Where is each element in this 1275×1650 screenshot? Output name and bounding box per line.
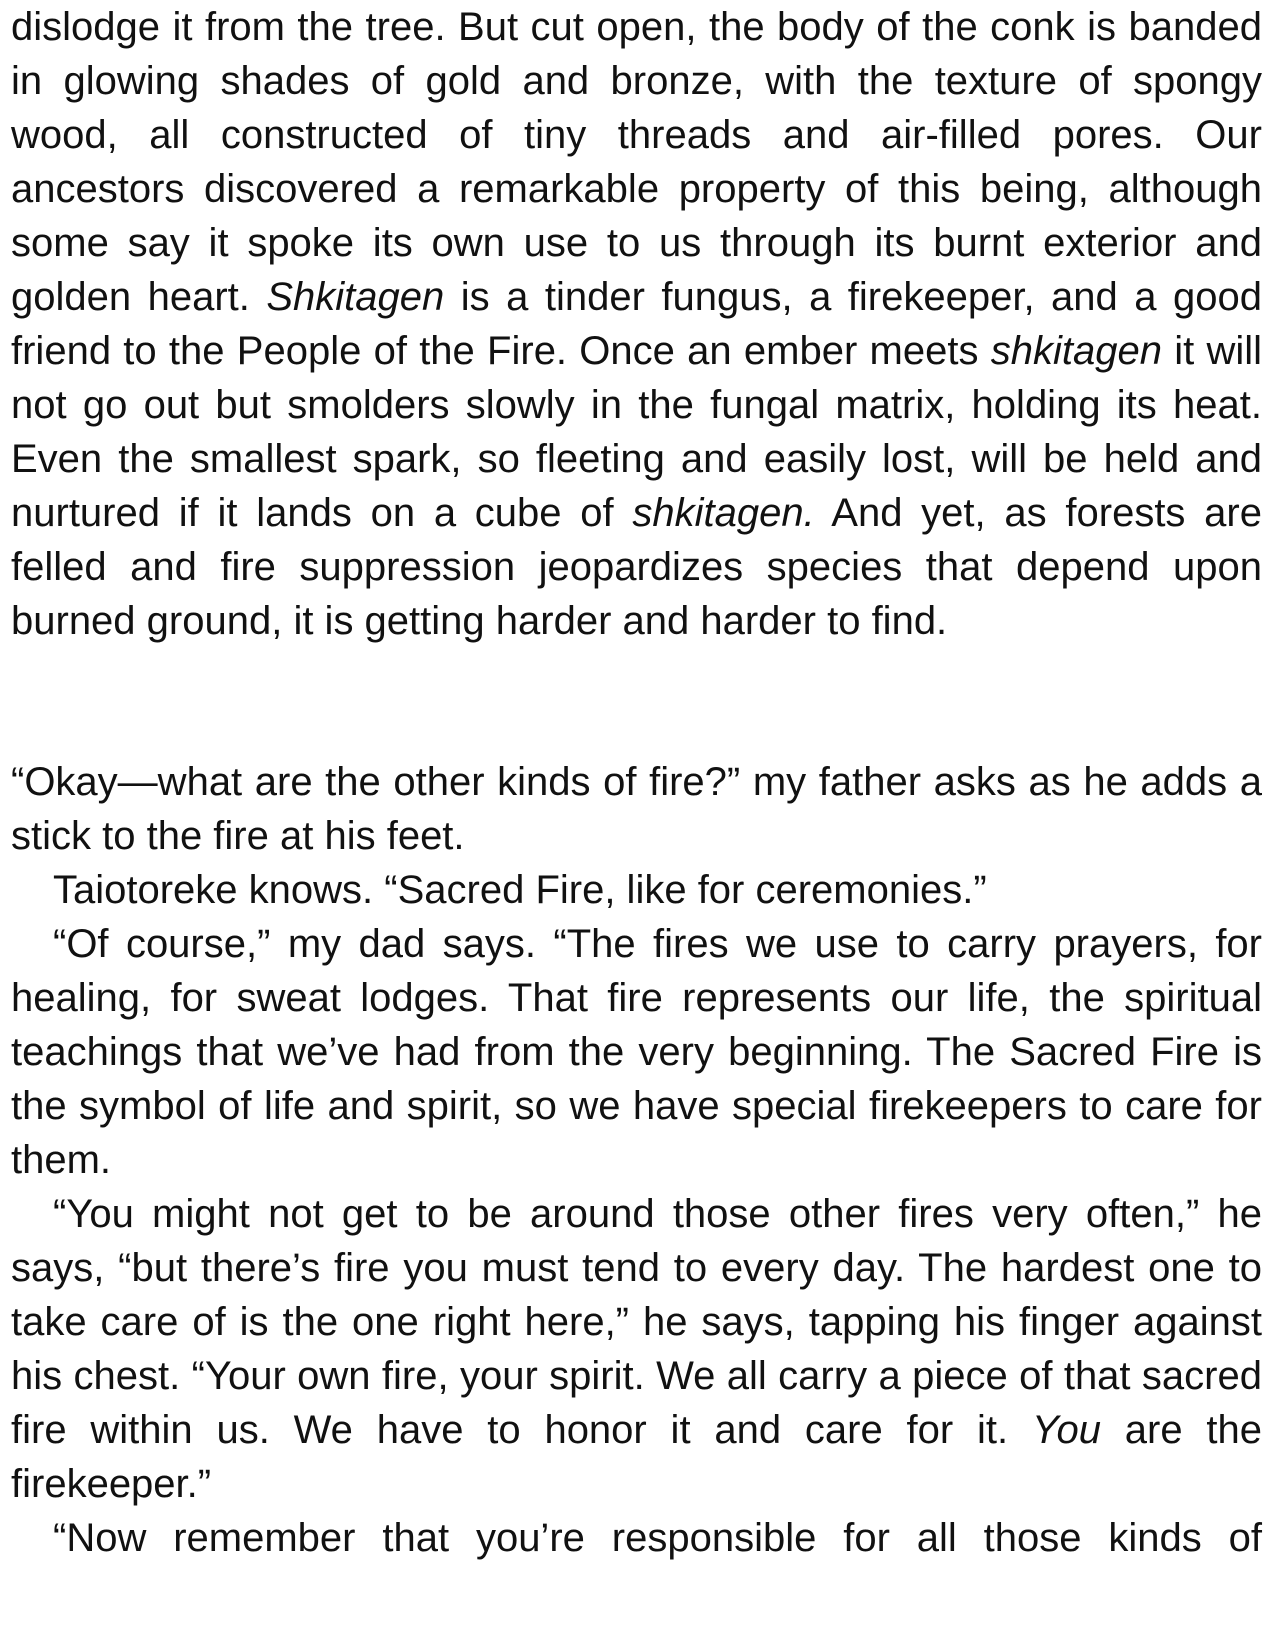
italic-term: Shkitagen [266, 275, 445, 319]
italic-term: shkitagen [990, 329, 1162, 373]
paragraph-now-remember [11, 1511, 1262, 1565]
paragraph-sacred-fire [11, 863, 1262, 917]
paragraph-your-own-fire [11, 1187, 1262, 1511]
paragraph-shkitagen [11, 0, 1262, 648]
paragraph-of-course [11, 917, 1262, 1187]
text-segment: it will not go out but smolders slowly in the fungal matrix, holding its heat. Even the smallest spark, so fleeting and easily lost, will be held and nurtured if it lands on a cube of [11, 329, 1263, 535]
paragraph-other-kinds [11, 755, 1262, 863]
text-segment: “Now remember that you’re responsible for all those kinds of [53, 1516, 1262, 1560]
text-segment: are the firekeeper.” [11, 1408, 1262, 1506]
section-break [11, 648, 1262, 755]
text-segment: Taiotoreke knows. “Sacred Fire, like for ceremonies.” [53, 868, 987, 912]
text-segment: “Of course,” my dad says. “The fires we use to carry prayers, for healing, for sweat lodges. That fire represents our life, the spiritual teachings that we’ve had from the very beginning. The Sacred Fire is the symbol of life and spirit, so we have special firekeepers to care for them. [11, 922, 1262, 1182]
text-segment: “You might not get to be around those other fires very often,” he says, “but there’s fire you must tend to every day. The hardest one to take care of is the one right here,” he says, tapping his finger against his chest. “Your own fire, your spirit. We all carry a piece of that sacred fire within us. We have to honor it and care for it. [11, 1192, 1262, 1452]
text-segment: And yet, as forests are felled and fire suppression jeopardizes species that depend upon burned ground, it is getting harder and harder to find. [11, 491, 1262, 643]
italic-term: shkitagen. [632, 491, 815, 535]
book-page [11, 0, 1262, 1565]
text-segment: is a tinder fungus, a firekeeper, and a good friend to the People of the Fire. Once an ember meets [11, 275, 1262, 373]
italic-term: You [1031, 1408, 1101, 1452]
text-segment: “Okay—what are the other kinds of fire?” my father asks as he adds a stick to the fire at his feet. [11, 760, 1262, 858]
text-segment: dislodge it from the tree. But cut open, the body of the conk is banded in glowing shades of gold and bronze, with the texture of spongy wood, all constructed of tiny threads and air-filled pores. Our ancestors discovered a remarkable property of this being, although some say it spoke its own use to us through its burnt exterior and golden heart. [11, 5, 1262, 319]
